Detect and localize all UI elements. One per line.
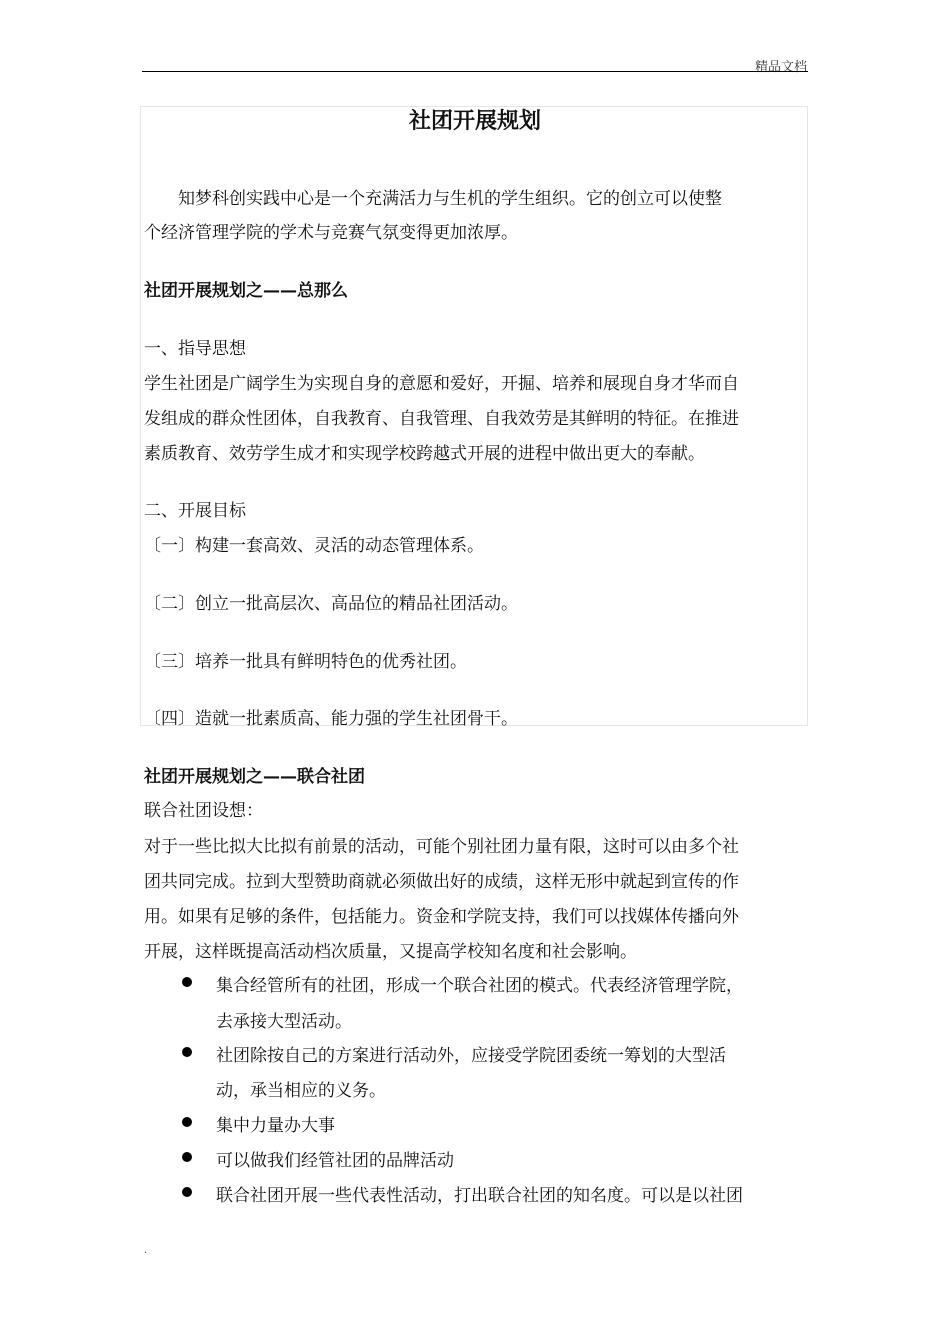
intro-line: 知梦科创实践中心是一个充满活力与生机的学生组织。它的创立可以使整: [144, 189, 722, 209]
union-subheading: 联合社团设想：: [144, 801, 263, 821]
union-line: 用。如果有足够的条件，包括能力。资金和学院支持，我们可以找媒体传播向外: [144, 907, 739, 927]
bullet-icon: [182, 1152, 192, 1162]
bullet-item-continued: 动，承当相应的义务。: [216, 1081, 386, 1101]
section-heading-general: 社团开展规划之——总那么: [144, 281, 348, 301]
goal-heading: 二、开展目标: [144, 501, 246, 521]
bullet-item: 可以做我们经管社团的品牌活动: [216, 1151, 454, 1171]
bullet-icon: [182, 1047, 192, 1057]
goal-item: 〔二〕创立一批高层次、高品位的精品社团活动。: [144, 594, 518, 614]
union-line: 团共同完成。拉到大型赞助商就必须做出好的成绩，这样无形中就起到宣传的作: [144, 872, 739, 892]
document-title: 社团开展规划: [408, 109, 541, 134]
footer-mark: .: [144, 1245, 148, 1256]
section-heading-union: 社团开展规划之——联合社团: [144, 767, 365, 787]
bullet-icon: [182, 1117, 192, 1127]
bullet-icon: [182, 1187, 192, 1197]
bullet-icon: [182, 977, 192, 987]
header-label: 精品文档: [754, 60, 807, 75]
guide-line: 发组成的群众性团体，自我教育、自我管理、自我效劳是其鲜明的特征。在推进: [144, 409, 739, 429]
header-rule: [142, 71, 808, 72]
union-line: 开展，这样既提高活动档次质量，又提高学校知名度和社会影响。: [144, 942, 637, 962]
bullet-item: 社团除按自己的方案进行活动外，应接受学院团委统一筹划的大型活: [216, 1046, 726, 1066]
bullet-item: 集中力量办大事: [216, 1116, 335, 1136]
guide-line: 学生社团是广阔学生为实现自身的意愿和爱好，开掘、培养和展现自身才华而自: [144, 374, 739, 394]
bullet-item: 集合经管所有的社团，形成一个联合社团的模式。代表经济管理学院，: [216, 976, 743, 996]
union-line: 对于一些比拟大比拟有前景的活动，可能个别社团力量有限，这时可以由多个社: [144, 837, 739, 857]
bullet-item-continued: 去承接大型活动。: [216, 1012, 352, 1032]
goal-item: 〔三〕培养一批具有鲜明特色的优秀社团。: [144, 652, 467, 672]
bullet-item: 联合社团开展一些代表性活动，打出联合社团的知名度。可以是以社团: [216, 1186, 743, 1206]
intro-line: 个经济管理学院的学术与竞赛气氛变得更加浓厚。: [144, 223, 518, 243]
goal-item: 〔四〕造就一批素质高、能力强的学生社团骨干。: [144, 709, 518, 729]
guide-line: 素质教育、效劳学生成才和实现学校跨越式开展的进程中做出更大的奉献。: [144, 444, 705, 464]
guide-heading: 一、指导思想: [144, 339, 246, 359]
goal-item: 〔一〕构建一套高效、灵活的动态管理体系。: [144, 536, 484, 556]
